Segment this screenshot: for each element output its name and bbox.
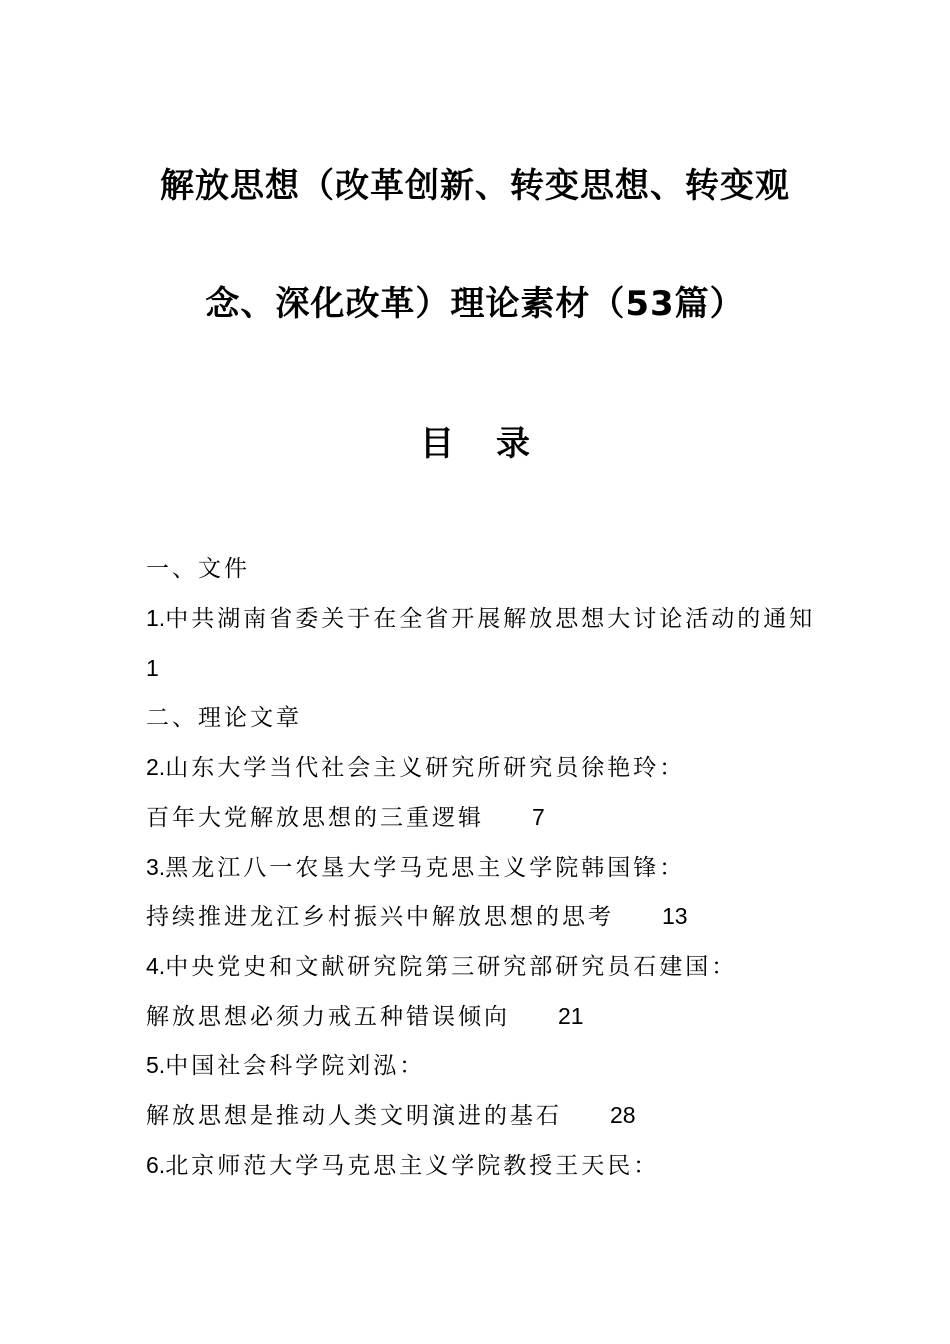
toc-item-number: 5.	[146, 1052, 166, 1078]
toc-item-number: 2.	[146, 754, 166, 780]
toc-item-title: 持续推进龙江乡村振兴中解放思想的思考	[146, 904, 614, 930]
toc-item-2-title[interactable]	[146, 802, 545, 833]
toc-item-author: 北京师范大学马克思主义学院教授王天民：	[165, 1153, 660, 1179]
toc-page-number: 21	[558, 1003, 584, 1029]
toc-item-title: 解放思想必须力戒五种错误倾向	[146, 1004, 510, 1030]
toc-page-number: 1	[146, 655, 159, 681]
toc-item-3-author[interactable]	[146, 852, 685, 883]
toc-item-author: 中国社会科学院刘泓：	[165, 1053, 426, 1079]
document-title-line-2: 念、深化改革）理论素材（53篇）	[205, 284, 745, 324]
toc-item-number: 4.	[146, 953, 166, 979]
toc-section-theory-articles: 二、理论文章	[146, 705, 302, 731]
toc-item-5-title[interactable]	[146, 1100, 636, 1131]
toc-item-3-title[interactable]	[146, 901, 688, 932]
toc-page-number: 7	[532, 804, 545, 830]
toc-page-number: 13	[662, 903, 688, 929]
toc-item-title: 百年大党解放思想的三重逻辑	[146, 805, 484, 831]
toc-item-number: 6.	[146, 1152, 166, 1178]
toc-heading-char-2: 录	[496, 424, 530, 464]
document-title-line-1: 解放思想（改革创新、转变思想、转变观	[160, 166, 790, 206]
toc-item-number: 1.	[146, 605, 166, 631]
toc-item-author: 黑龙江八一农垦大学马克思主义学院韩国锋：	[165, 855, 686, 881]
toc-item-number: 3.	[146, 854, 166, 880]
toc-item-author: 山东大学当代社会主义研究所研究员徐艳玲：	[165, 755, 686, 781]
toc-item-5-author[interactable]	[146, 1050, 425, 1081]
toc-item-6-author[interactable]	[146, 1150, 659, 1181]
toc-heading	[0, 416, 950, 465]
toc-item-4-author[interactable]	[146, 951, 737, 982]
toc-item-title: 中共湖南省委关于在全省开展解放思想大讨论活动的通知	[165, 606, 816, 632]
toc-item-2-author[interactable]	[146, 752, 685, 783]
toc-heading-char-1: 目	[420, 424, 454, 464]
toc-item-title: 解放思想是推动人类文明演进的基石	[146, 1103, 562, 1129]
toc-page-number: 28	[610, 1102, 636, 1128]
toc-item-1[interactable]	[146, 603, 815, 634]
toc-item-author: 中央党史和文献研究院第三研究部研究员石建国：	[165, 954, 738, 980]
toc-item-1-page	[146, 653, 159, 684]
toc-section-documents: 一、文件	[146, 556, 250, 582]
toc-item-4-title[interactable]	[146, 1001, 584, 1032]
